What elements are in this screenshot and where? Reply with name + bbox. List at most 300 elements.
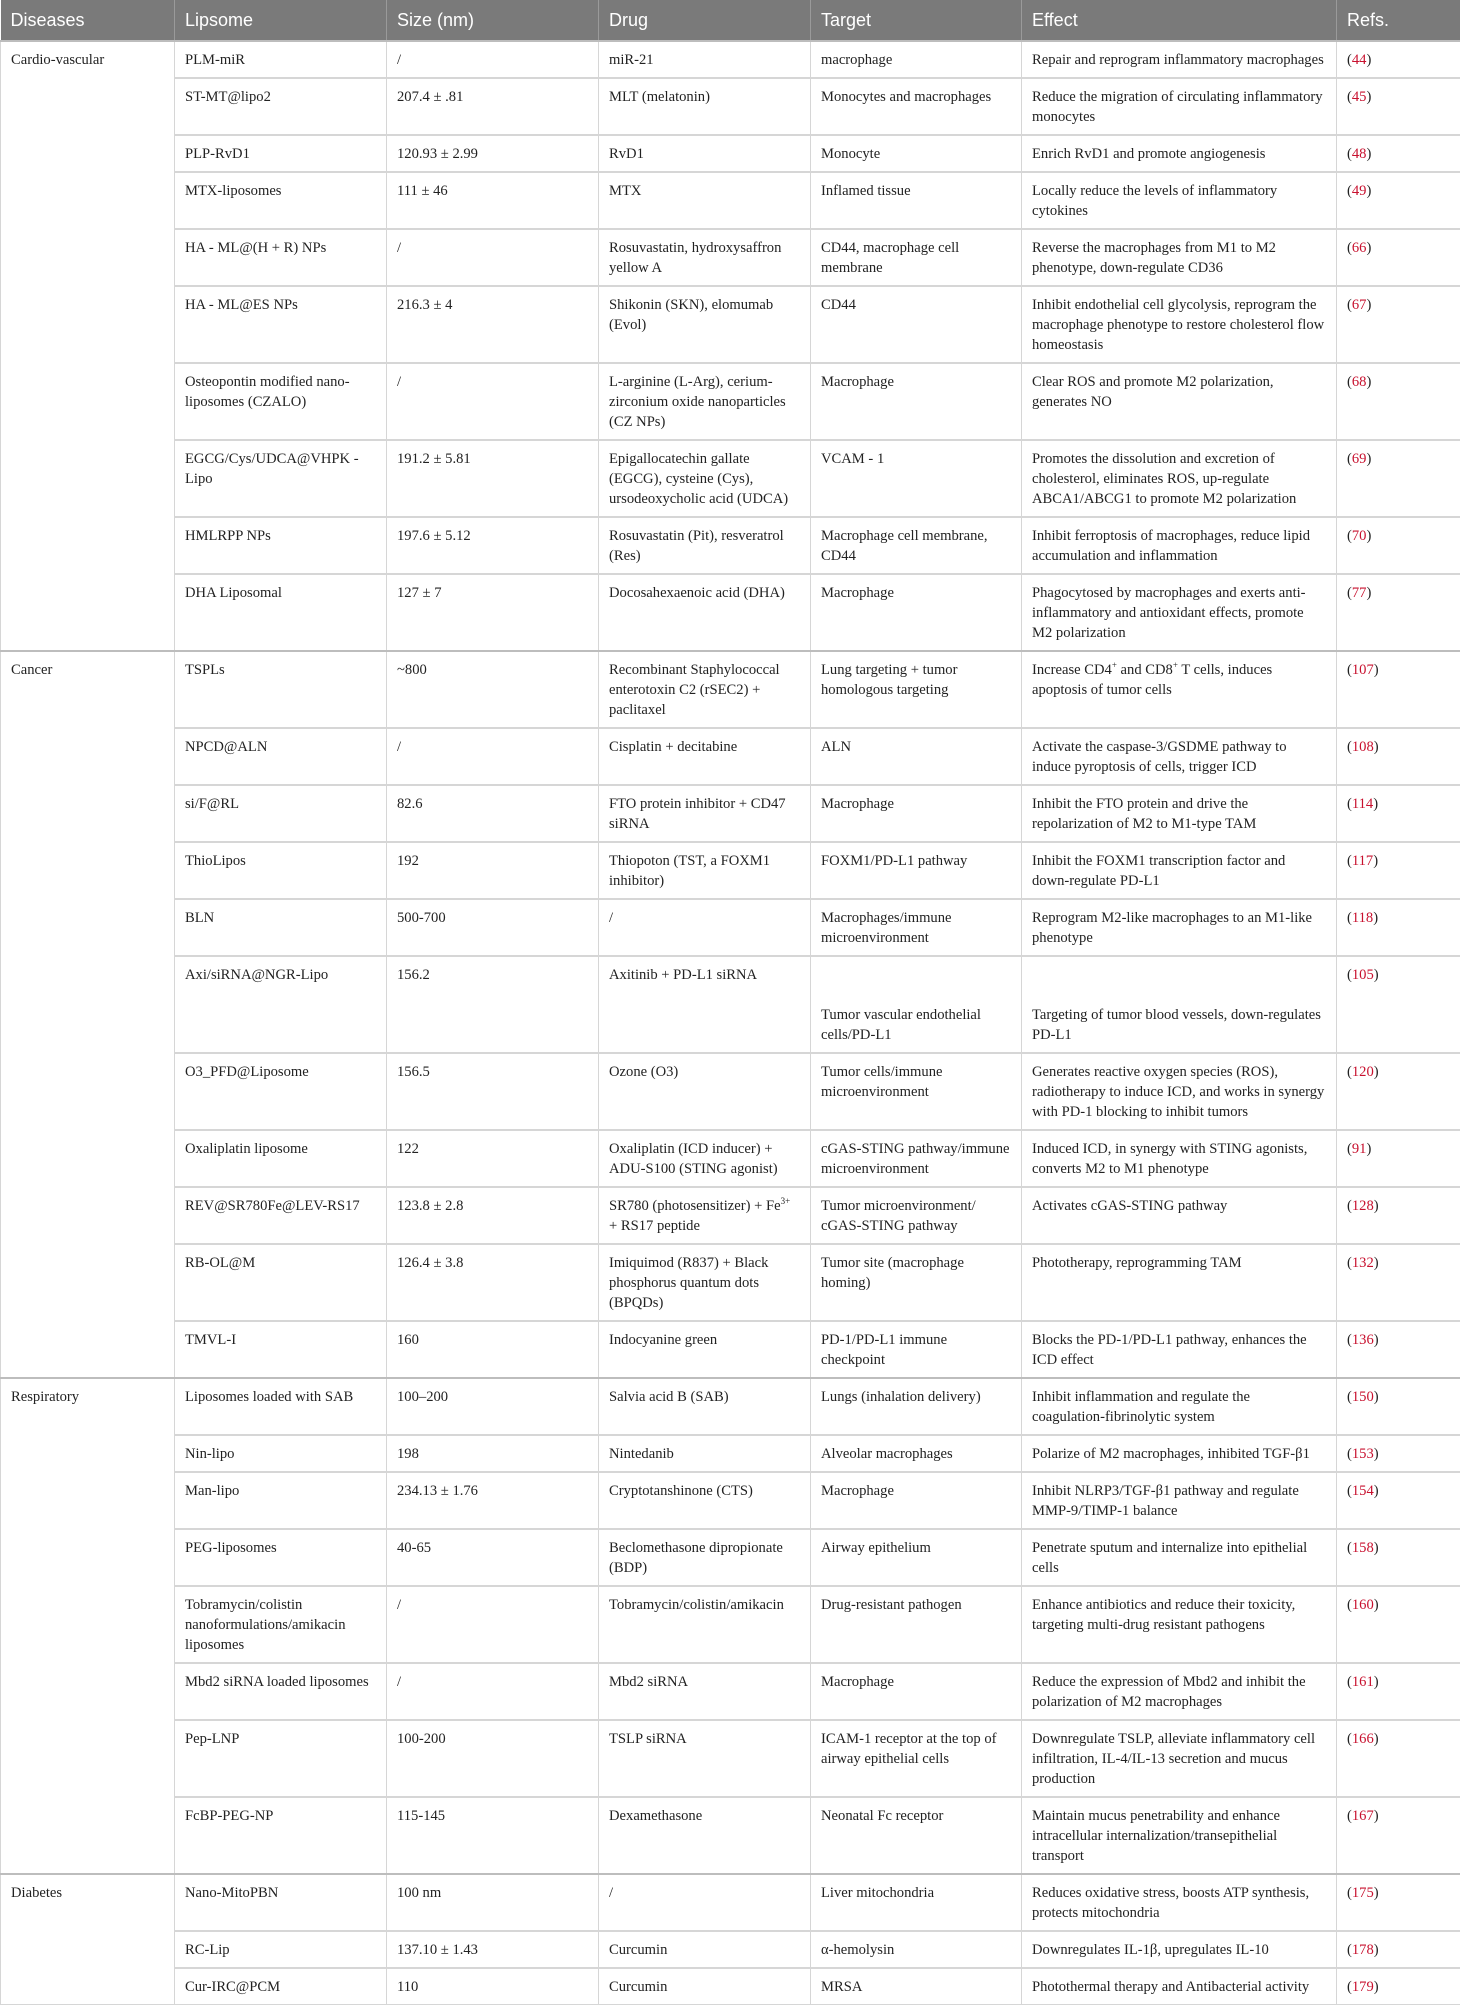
paren-close: ) bbox=[1366, 585, 1371, 601]
drug-cell: Shikonin (SKN), elomumab (Evol) bbox=[599, 286, 811, 363]
table-row bbox=[1, 1797, 1460, 1874]
paren-close: ) bbox=[1374, 1540, 1379, 1556]
refs-cell bbox=[1337, 1663, 1460, 1720]
paren-close: ) bbox=[1366, 374, 1371, 390]
effect-cell: Generates reactive oxygen species (ROS), radiotherapy to induce ICD, and works in synergy with PD-1 blocking to inhibit tumors bbox=[1022, 1053, 1337, 1130]
drug-cell: Nintedanib bbox=[599, 1435, 811, 1472]
effect-cell: Activate the caspase-3/GSDME pathway to induce pyroptosis of cells, trigger ICD bbox=[1022, 728, 1337, 785]
drug-cell: Ozone (O3) bbox=[599, 1053, 811, 1130]
refs-cell bbox=[1337, 899, 1460, 956]
table-row bbox=[1, 1720, 1460, 1797]
target-cell: Liver mitochondria bbox=[811, 1874, 1022, 1931]
drug-cell: Curcumin bbox=[599, 1931, 811, 1968]
effect-cell: Enhance antibiotics and reduce their toxicity, targeting multi-drug resistant pathogens bbox=[1022, 1586, 1337, 1663]
text-segment: T cells, induces apoptosis of tumor cells bbox=[1032, 662, 1272, 698]
lipsome-cell: RC-Lip bbox=[175, 1931, 387, 1968]
disease-cell: Cancer bbox=[1, 651, 175, 1378]
refs-cell bbox=[1337, 172, 1460, 229]
paren-close: ) bbox=[1373, 796, 1378, 812]
table-row bbox=[1, 1968, 1460, 2005]
header-size: Size (nm) bbox=[387, 0, 599, 41]
reference-link[interactable]: 91 bbox=[1352, 1141, 1367, 1157]
target-cell: Lungs (inhalation delivery) bbox=[811, 1378, 1022, 1435]
target-cell: Macrophage cell membrane, CD44 bbox=[811, 517, 1022, 574]
target-cell: α-hemolysin bbox=[811, 1931, 1022, 1968]
reference-link[interactable]: 118 bbox=[1352, 910, 1373, 926]
paren-open: ( bbox=[1347, 1942, 1352, 1958]
paren-open: ( bbox=[1347, 585, 1352, 601]
paren-open: ( bbox=[1347, 1808, 1352, 1824]
superscript: + bbox=[1173, 660, 1178, 670]
paren-open: ( bbox=[1347, 1255, 1352, 1271]
reference-link[interactable]: 68 bbox=[1352, 374, 1367, 390]
reference-link[interactable]: 48 bbox=[1352, 146, 1367, 162]
drug-cell: / bbox=[599, 1874, 811, 1931]
refs-cell bbox=[1337, 1931, 1460, 1968]
effect-cell: Inhibit the FTO protein and drive the repolarization of M2 to M1-type TAM bbox=[1022, 785, 1337, 842]
table-row bbox=[1, 1187, 1460, 1244]
size-cell: / bbox=[387, 363, 599, 440]
table-row bbox=[1, 842, 1460, 899]
paren-open: ( bbox=[1347, 374, 1352, 390]
reference-link[interactable]: 49 bbox=[1352, 183, 1367, 199]
lipsome-cell: RB-OL@M bbox=[175, 1244, 387, 1321]
disease-cell: Diabetes bbox=[1, 1874, 175, 2005]
lipsome-cell: ThioLipos bbox=[175, 842, 387, 899]
reference-link[interactable]: 136 bbox=[1352, 1332, 1374, 1348]
paren-close: ) bbox=[1374, 1064, 1379, 1080]
reference-link[interactable]: 132 bbox=[1352, 1255, 1374, 1271]
size-cell: 100-200 bbox=[387, 1720, 599, 1797]
effect-cell: Reduce the expression of Mbd2 and inhibit the polarization of M2 macrophages bbox=[1022, 1663, 1337, 1720]
paren-close: ) bbox=[1374, 1332, 1379, 1348]
drug-cell: MLT (melatonin) bbox=[599, 78, 811, 135]
table-row bbox=[1, 1472, 1460, 1529]
paren-open: ( bbox=[1347, 1979, 1352, 1995]
table-row bbox=[1, 286, 1460, 363]
size-cell: 100 nm bbox=[387, 1874, 599, 1931]
target-cell: Macrophage bbox=[811, 1663, 1022, 1720]
target-cell: cGAS-STING pathway/immune microenvironment bbox=[811, 1130, 1022, 1187]
paren-open: ( bbox=[1347, 1141, 1352, 1157]
lipsome-cell: si/F@RL bbox=[175, 785, 387, 842]
drug-cell: Imiquimod (R837) + Black phosphorus quantum dots (BPQDs) bbox=[599, 1244, 811, 1321]
refs-cell bbox=[1337, 956, 1460, 1053]
target-cell: macrophage bbox=[811, 41, 1022, 78]
size-cell: 191.2 ± 5.81 bbox=[387, 440, 599, 517]
table-row bbox=[1, 899, 1460, 956]
reference-link[interactable]: 107 bbox=[1352, 662, 1374, 678]
paren-close: ) bbox=[1374, 1597, 1379, 1613]
paren-close: ) bbox=[1366, 89, 1371, 105]
text-segment: and CD8 bbox=[1117, 662, 1173, 678]
lipsome-cell: Nano-MitoPBN bbox=[175, 1874, 387, 1931]
lipsome-cell: Pep-LNP bbox=[175, 1720, 387, 1797]
size-cell: 120.93 ± 2.99 bbox=[387, 135, 599, 172]
drug-cell: Axitinib + PD-L1 siRNA bbox=[599, 956, 811, 1053]
size-cell: 192 bbox=[387, 842, 599, 899]
paren-close: ) bbox=[1374, 662, 1379, 678]
table-row bbox=[1, 1663, 1460, 1720]
paren-open: ( bbox=[1347, 1332, 1352, 1348]
paren-close: ) bbox=[1374, 1483, 1379, 1499]
drug-cell: MTX bbox=[599, 172, 811, 229]
lipsome-cell: Liposomes loaded with SAB bbox=[175, 1378, 387, 1435]
table-row bbox=[1, 1874, 1460, 1931]
reference-link[interactable]: 108 bbox=[1352, 739, 1374, 755]
refs-cell bbox=[1337, 651, 1460, 728]
paren-close: ) bbox=[1374, 1942, 1379, 1958]
size-cell: 198 bbox=[387, 1435, 599, 1472]
drug-cell: Thiopoton (TST, a FOXM1 inhibitor) bbox=[599, 842, 811, 899]
refs-cell bbox=[1337, 440, 1460, 517]
paren-close: ) bbox=[1374, 1198, 1379, 1214]
size-cell: 234.13 ± 1.76 bbox=[387, 1472, 599, 1529]
paren-close: ) bbox=[1373, 853, 1378, 869]
effect-cell: Phagocytosed by macrophages and exerts anti-inflammatory and antioxidant effects, promote M2 polarization bbox=[1022, 574, 1337, 651]
reference-link[interactable]: 179 bbox=[1352, 1979, 1374, 1995]
paren-open: ( bbox=[1347, 662, 1352, 678]
disease-cell: Cardio-vascular bbox=[1, 41, 175, 651]
table-row bbox=[1, 363, 1460, 440]
table-row bbox=[1, 1244, 1460, 1321]
target-cell: CD44, macrophage cell membrane bbox=[811, 229, 1022, 286]
paren-open: ( bbox=[1347, 1597, 1352, 1613]
table-row bbox=[1, 229, 1460, 286]
effect-cell: Polarize of M2 macrophages, inhibited TGF-β1 bbox=[1022, 1435, 1337, 1472]
drug-cell: Recombinant Staphylococcal enterotoxin C2 (rSEC2) + paclitaxel bbox=[599, 651, 811, 728]
drug-cell: Epigallocatechin gallate (EGCG), cysteine (Cys), ursodeoxycholic acid (UDCA) bbox=[599, 440, 811, 517]
refs-cell bbox=[1337, 1378, 1460, 1435]
refs-cell bbox=[1337, 1586, 1460, 1663]
header-target: Target bbox=[811, 0, 1022, 41]
paren-open: ( bbox=[1347, 297, 1352, 313]
target-cell: Alveolar macrophages bbox=[811, 1435, 1022, 1472]
refs-cell bbox=[1337, 286, 1460, 363]
drug-cell: Mbd2 siRNA bbox=[599, 1663, 811, 1720]
lipsome-cell: FcBP-PEG-NP bbox=[175, 1797, 387, 1874]
lipsome-cell: HMLRPP NPs bbox=[175, 517, 387, 574]
lipsome-cell: PLP-RvD1 bbox=[175, 135, 387, 172]
table-row bbox=[1, 651, 1460, 728]
reference-link[interactable]: 128 bbox=[1352, 1198, 1374, 1214]
table-row bbox=[1, 1378, 1460, 1435]
target-cell: CD44 bbox=[811, 286, 1022, 363]
refs-cell bbox=[1337, 1968, 1460, 2005]
lipsome-cell: Oxaliplatin liposome bbox=[175, 1130, 387, 1187]
size-cell: 156.5 bbox=[387, 1053, 599, 1130]
size-cell: / bbox=[387, 728, 599, 785]
lipsome-cell: MTX-liposomes bbox=[175, 172, 387, 229]
size-cell: ~800 bbox=[387, 651, 599, 728]
reference-link[interactable]: 117 bbox=[1352, 853, 1373, 869]
drug-cell: Oxaliplatin (ICD inducer) + ADU-S100 (STING agonist) bbox=[599, 1130, 811, 1187]
drug-cell: TSLP siRNA bbox=[599, 1720, 811, 1797]
table-row bbox=[1, 574, 1460, 651]
refs-cell bbox=[1337, 1874, 1460, 1931]
paren-open: ( bbox=[1347, 89, 1352, 105]
size-cell: 197.6 ± 5.12 bbox=[387, 517, 599, 574]
target-cell: Lung targeting + tumor homologous targeting bbox=[811, 651, 1022, 728]
drug-cell: Rosuvastatin, hydroxysaffron yellow A bbox=[599, 229, 811, 286]
size-cell: 100–200 bbox=[387, 1378, 599, 1435]
refs-cell bbox=[1337, 1130, 1460, 1187]
paren-open: ( bbox=[1347, 1483, 1352, 1499]
header-refs: Refs. bbox=[1337, 0, 1460, 41]
size-cell: 216.3 ± 4 bbox=[387, 286, 599, 363]
refs-cell bbox=[1337, 842, 1460, 899]
target-cell: ALN bbox=[811, 728, 1022, 785]
refs-cell bbox=[1337, 229, 1460, 286]
reference-link[interactable]: 114 bbox=[1352, 796, 1373, 812]
paren-close: ) bbox=[1366, 240, 1371, 256]
target-cell: Macrophage bbox=[811, 785, 1022, 842]
refs-cell bbox=[1337, 78, 1460, 135]
size-cell: 137.10 ± 1.43 bbox=[387, 1931, 599, 1968]
drug-cell: Tobramycin/colistin/amikacin bbox=[599, 1586, 811, 1663]
reference-link[interactable]: 105 bbox=[1352, 967, 1374, 983]
refs-cell bbox=[1337, 517, 1460, 574]
reference-link[interactable]: 150 bbox=[1352, 1389, 1374, 1405]
refs-cell bbox=[1337, 1435, 1460, 1472]
table-row bbox=[1, 1435, 1460, 1472]
effect-cell: Targeting of tumor blood vessels, down-regulates PD-L1 bbox=[1022, 956, 1337, 1053]
size-cell: 207.4 ± .81 bbox=[387, 78, 599, 135]
target-cell: PD-1/PD-L1 immune checkpoint bbox=[811, 1321, 1022, 1378]
effect-cell: Penetrate sputum and internalize into epithelial cells bbox=[1022, 1529, 1337, 1586]
header-effect: Effect bbox=[1022, 0, 1337, 41]
drug-cell: Salvia acid B (SAB) bbox=[599, 1378, 811, 1435]
effect-cell: Reverse the macrophages from M1 to M2 phenotype, down-regulate CD36 bbox=[1022, 229, 1337, 286]
target-cell: VCAM - 1 bbox=[811, 440, 1022, 517]
effect-cell: Inhibit inflammation and regulate the coagulation-fibrinolytic system bbox=[1022, 1378, 1337, 1435]
paren-close: ) bbox=[1366, 183, 1371, 199]
refs-cell bbox=[1337, 785, 1460, 842]
paren-open: ( bbox=[1347, 240, 1352, 256]
target-cell: Tumor microenvironment/ cGAS-STING pathway bbox=[811, 1187, 1022, 1244]
size-cell: 126.4 ± 3.8 bbox=[387, 1244, 599, 1321]
effect-cell: Phototherapy, reprogramming TAM bbox=[1022, 1244, 1337, 1321]
size-cell: / bbox=[387, 1586, 599, 1663]
size-cell: 160 bbox=[387, 1321, 599, 1378]
table-row bbox=[1, 78, 1460, 135]
lipsome-cell: PLM-miR bbox=[175, 41, 387, 78]
table-row bbox=[1, 440, 1460, 517]
drug-cell: L-arginine (L-Arg), cerium-zirconium oxide nanoparticles (CZ NPs) bbox=[599, 363, 811, 440]
target-cell: Macrophages/immune microenvironment bbox=[811, 899, 1022, 956]
paren-open: ( bbox=[1347, 853, 1352, 869]
lipsome-cell: EGCG/Cys/UDCA@VHPK -Lipo bbox=[175, 440, 387, 517]
reference-link[interactable]: 77 bbox=[1352, 585, 1367, 601]
reference-link[interactable]: 153 bbox=[1352, 1446, 1374, 1462]
target-cell: Drug-resistant pathogen bbox=[811, 1586, 1022, 1663]
reference-link[interactable]: 158 bbox=[1352, 1540, 1374, 1556]
reference-link[interactable]: 45 bbox=[1352, 89, 1367, 105]
refs-cell bbox=[1337, 135, 1460, 172]
paren-close: ) bbox=[1366, 297, 1371, 313]
refs-cell bbox=[1337, 1053, 1460, 1130]
lipsome-cell: REV@SR780Fe@LEV-RS17 bbox=[175, 1187, 387, 1244]
target-cell: Neonatal Fc receptor bbox=[811, 1797, 1022, 1874]
table-row bbox=[1, 135, 1460, 172]
paren-open: ( bbox=[1347, 1446, 1352, 1462]
refs-cell bbox=[1337, 363, 1460, 440]
refs-cell bbox=[1337, 1797, 1460, 1874]
reference-link[interactable]: 67 bbox=[1352, 297, 1367, 313]
size-cell: 40-65 bbox=[387, 1529, 599, 1586]
effect-cell: Repair and reprogram inflammatory macrophages bbox=[1022, 41, 1337, 78]
lipsome-cell: Tobramycin/colistin nanoformulations/amikacin liposomes bbox=[175, 1586, 387, 1663]
refs-cell bbox=[1337, 1529, 1460, 1586]
table-row bbox=[1, 728, 1460, 785]
table-row bbox=[1, 1586, 1460, 1663]
reference-link[interactable]: 70 bbox=[1352, 528, 1367, 544]
effect-cell: Inhibit ferroptosis of macrophages, reduce lipid accumulation and inflammation bbox=[1022, 517, 1337, 574]
drug-cell: Dexamethasone bbox=[599, 1797, 811, 1874]
lipsome-cell: Mbd2 siRNA loaded liposomes bbox=[175, 1663, 387, 1720]
drug-cell: RvD1 bbox=[599, 135, 811, 172]
refs-cell bbox=[1337, 1244, 1460, 1321]
drug-cell: Rosuvastatin (Pit), resveratrol (Res) bbox=[599, 517, 811, 574]
table-row bbox=[1, 785, 1460, 842]
lipsome-cell: ST-MT@lipo2 bbox=[175, 78, 387, 135]
paren-open: ( bbox=[1347, 146, 1352, 162]
lipsome-cell: TMVL-I bbox=[175, 1321, 387, 1378]
paren-close: ) bbox=[1366, 52, 1371, 68]
effect-cell: Enrich RvD1 and promote angiogenesis bbox=[1022, 135, 1337, 172]
effect-cell: Photothermal therapy and Antibacterial activity bbox=[1022, 1968, 1337, 2005]
effect-cell: Promotes the dissolution and excretion of cholesterol, eliminates ROS, up-regulate ABCA1/ABCG1 to promote M2 polarization bbox=[1022, 440, 1337, 517]
target-cell: Tumor site (macrophage homing) bbox=[811, 1244, 1022, 1321]
text-segment: + RS17 peptide bbox=[609, 1218, 700, 1234]
target-cell: Monocytes and macrophages bbox=[811, 78, 1022, 135]
lipsome-cell: Man-lipo bbox=[175, 1472, 387, 1529]
header-lipsome: Lipsome bbox=[175, 0, 387, 41]
refs-cell bbox=[1337, 1720, 1460, 1797]
table-row bbox=[1, 1321, 1460, 1378]
effect-cell: Reprogram M2-like macrophages to an M1-like phenotype bbox=[1022, 899, 1337, 956]
reference-link[interactable]: 160 bbox=[1352, 1597, 1374, 1613]
paren-close: ) bbox=[1373, 910, 1378, 926]
size-cell: 115-145 bbox=[387, 1797, 599, 1874]
refs-cell bbox=[1337, 1321, 1460, 1378]
reference-link[interactable]: 178 bbox=[1352, 1942, 1374, 1958]
paren-close: ) bbox=[1374, 1389, 1379, 1405]
paren-open: ( bbox=[1347, 1885, 1352, 1901]
paren-close: ) bbox=[1374, 967, 1379, 983]
target-cell: MRSA bbox=[811, 1968, 1022, 2005]
drug-cell: / bbox=[599, 899, 811, 956]
superscript: + bbox=[1112, 660, 1117, 670]
refs-cell bbox=[1337, 1187, 1460, 1244]
lipsome-cell: DHA Liposomal bbox=[175, 574, 387, 651]
paren-close: ) bbox=[1366, 528, 1371, 544]
lipsome-cell: Axi/siRNA@NGR-Lipo bbox=[175, 956, 387, 1053]
effect-cell bbox=[1022, 651, 1337, 728]
paren-open: ( bbox=[1347, 1198, 1352, 1214]
paren-close: ) bbox=[1366, 451, 1371, 467]
paren-open: ( bbox=[1347, 1674, 1352, 1690]
target-cell: Tumor vascular endothelial cells/PD-L1 bbox=[811, 956, 1022, 1053]
paren-open: ( bbox=[1347, 796, 1352, 812]
paren-open: ( bbox=[1347, 451, 1352, 467]
effect-cell: Reduces oxidative stress, boosts ATP synthesis, protects mitochondria bbox=[1022, 1874, 1337, 1931]
lipsome-cell: HA - ML@(H + R) NPs bbox=[175, 229, 387, 286]
paren-open: ( bbox=[1347, 739, 1352, 755]
size-cell: 500-700 bbox=[387, 899, 599, 956]
target-cell: Airway epithelium bbox=[811, 1529, 1022, 1586]
effect-cell: Locally reduce the levels of inflammatory cytokines bbox=[1022, 172, 1337, 229]
effect-cell: Blocks the PD-1/PD-L1 pathway, enhances the ICD effect bbox=[1022, 1321, 1337, 1378]
paren-open: ( bbox=[1347, 52, 1352, 68]
reference-link[interactable]: 175 bbox=[1352, 1885, 1374, 1901]
size-cell: 156.2 bbox=[387, 956, 599, 1053]
table-row bbox=[1, 1529, 1460, 1586]
table-row bbox=[1, 1931, 1460, 1968]
reference-link[interactable]: 161 bbox=[1352, 1674, 1374, 1690]
drug-cell: Cryptotanshinone (CTS) bbox=[599, 1472, 811, 1529]
lipsome-cell: Cur-IRC@PCM bbox=[175, 1968, 387, 2005]
lipsome-cell: Osteopontin modified nano-liposomes (CZALO) bbox=[175, 363, 387, 440]
paren-open: ( bbox=[1347, 183, 1352, 199]
paren-open: ( bbox=[1347, 1731, 1352, 1747]
reference-link[interactable]: 44 bbox=[1352, 52, 1367, 68]
drug-cell: Docosahexaenoic acid (DHA) bbox=[599, 574, 811, 651]
text-segment: SR780 (photosensitizer) + Fe bbox=[609, 1198, 781, 1214]
reference-link[interactable]: 166 bbox=[1352, 1731, 1374, 1747]
size-cell: / bbox=[387, 1663, 599, 1720]
drug-cell: Indocyanine green bbox=[599, 1321, 811, 1378]
paren-open: ( bbox=[1347, 1540, 1352, 1556]
table-body bbox=[1, 41, 1460, 2005]
refs-cell bbox=[1337, 574, 1460, 651]
reference-link[interactable]: 154 bbox=[1352, 1483, 1374, 1499]
effect-cell: Downregulates IL-1β, upregulates IL-10 bbox=[1022, 1931, 1337, 1968]
drug-cell: Beclomethasone dipropionate (BDP) bbox=[599, 1529, 811, 1586]
size-cell: 127 ± 7 bbox=[387, 574, 599, 651]
size-cell: 123.8 ± 2.8 bbox=[387, 1187, 599, 1244]
effect-cell: Clear ROS and promote M2 polarization, generates NO bbox=[1022, 363, 1337, 440]
lipsome-cell: PEG-liposomes bbox=[175, 1529, 387, 1586]
lipsome-cell: HA - ML@ES NPs bbox=[175, 286, 387, 363]
effect-cell: Inhibit the FOXM1 transcription factor and down-regulate PD-L1 bbox=[1022, 842, 1337, 899]
lipsome-cell: Nin-lipo bbox=[175, 1435, 387, 1472]
drug-cell: Cisplatin + decitabine bbox=[599, 728, 811, 785]
effect-cell: Maintain mucus penetrability and enhance intracellular internalization/transepithelial transport bbox=[1022, 1797, 1337, 1874]
reference-link[interactable]: 167 bbox=[1352, 1808, 1374, 1824]
paren-close: ) bbox=[1374, 1255, 1379, 1271]
table-row bbox=[1, 172, 1460, 229]
lipsome-cell: TSPLs bbox=[175, 651, 387, 728]
refs-cell bbox=[1337, 728, 1460, 785]
reference-link[interactable]: 120 bbox=[1352, 1064, 1374, 1080]
header-drug: Drug bbox=[599, 0, 811, 41]
drug-cell: Curcumin bbox=[599, 1968, 811, 2005]
refs-cell bbox=[1337, 1472, 1460, 1529]
reference-link[interactable]: 66 bbox=[1352, 240, 1367, 256]
drug-cell bbox=[599, 1187, 811, 1244]
reference-link[interactable]: 69 bbox=[1352, 451, 1367, 467]
drug-cell: miR-21 bbox=[599, 41, 811, 78]
paren-close: ) bbox=[1374, 1885, 1379, 1901]
paren-open: ( bbox=[1347, 910, 1352, 926]
table-header bbox=[1, 0, 1460, 41]
size-cell: / bbox=[387, 41, 599, 78]
size-cell: 122 bbox=[387, 1130, 599, 1187]
effect-cell: Downregulate TSLP, alleviate inflammatory cell infiltration, IL-4/IL-13 secretion and mucus production bbox=[1022, 1720, 1337, 1797]
effect-cell: Induced ICD, in synergy with STING agonists, converts M2 to M1 phenotype bbox=[1022, 1130, 1337, 1187]
target-cell: Monocyte bbox=[811, 135, 1022, 172]
